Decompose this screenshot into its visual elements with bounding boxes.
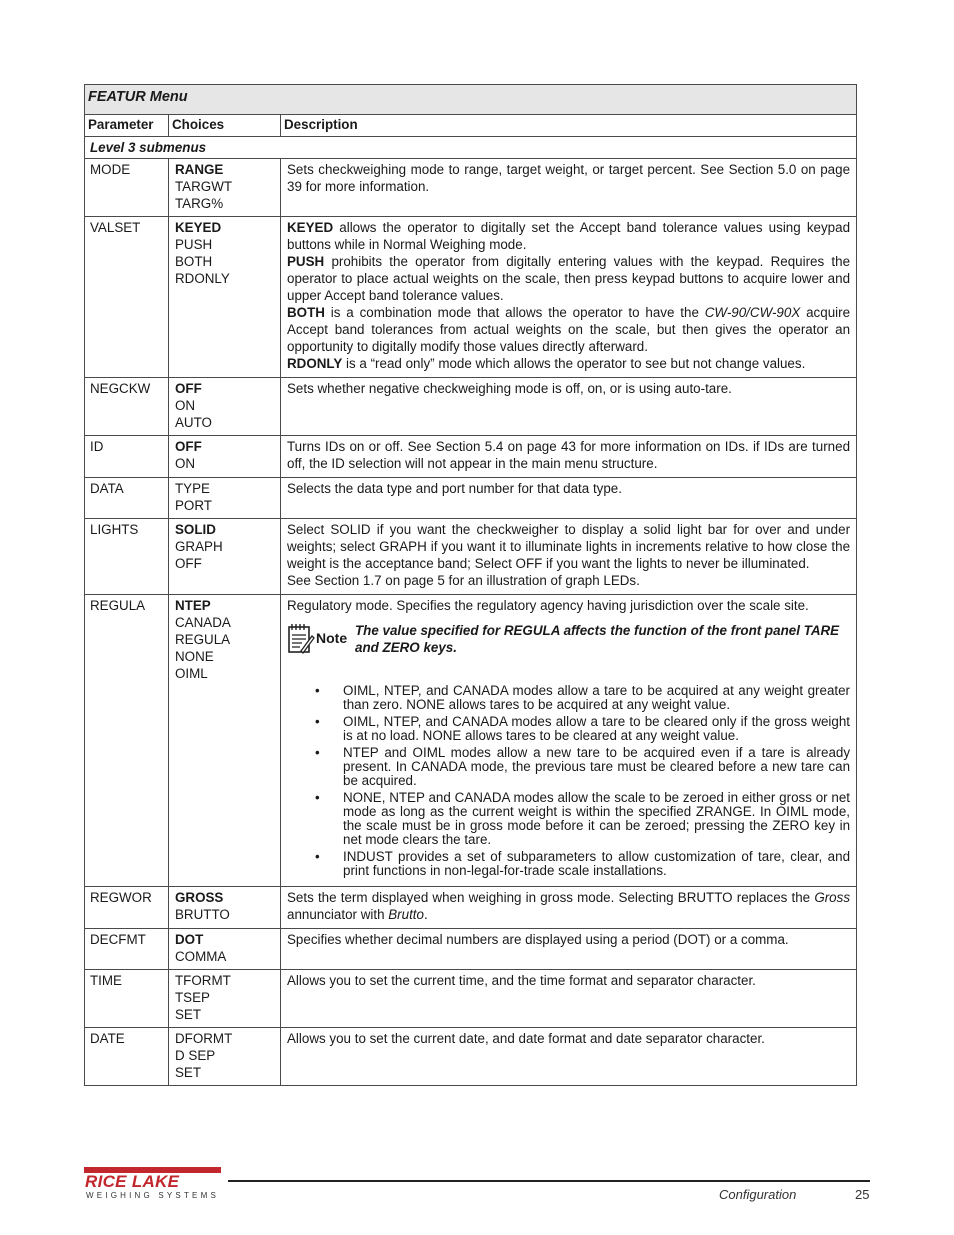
rice-lake-logo bbox=[84, 1167, 224, 1201]
desc-id: Turns IDs on or off. See Section 5.4 on page 43 for more information on IDs. if IDs are turned off, the ID selection will not appear in the main menu structure. bbox=[281, 436, 857, 478]
choice: OFF bbox=[175, 381, 202, 396]
featur-menu-table bbox=[84, 84, 857, 1086]
choice: DOT bbox=[175, 932, 204, 947]
header-description: Description bbox=[281, 115, 857, 137]
notepad-icon bbox=[287, 622, 315, 654]
choice: ON bbox=[175, 456, 196, 471]
param-decfmt: DECFMT bbox=[85, 929, 169, 970]
choices-lights bbox=[169, 519, 281, 595]
level-label: Level 3 submenus bbox=[85, 137, 857, 159]
table-row bbox=[85, 970, 857, 1028]
note-text: The value specified for REGULA affects the function of the front panel TARE and ZERO keys. bbox=[355, 623, 840, 655]
choice: SOLID bbox=[175, 522, 216, 537]
choices-regwor bbox=[169, 887, 281, 929]
desc-mode: Sets checkweighing mode to range, target weight, or target percent. See Section 5.0 on page 39 for more information. bbox=[281, 159, 857, 217]
choice: SET bbox=[175, 1007, 202, 1022]
choice: PUSH bbox=[175, 237, 213, 252]
note-callout bbox=[287, 622, 850, 656]
desc-data: Selects the data type and port number for that data type. bbox=[281, 478, 857, 519]
table-row bbox=[85, 595, 857, 887]
header-parameter: Parameter bbox=[85, 115, 169, 137]
page-number: 25 bbox=[855, 1187, 870, 1202]
choices-regula bbox=[169, 595, 281, 887]
choice: PORT bbox=[175, 498, 212, 513]
choice: GRAPH bbox=[175, 539, 223, 554]
choice: BRUTTO bbox=[175, 907, 230, 922]
list-item: • INDUST provides a set of subparameters to allow customization of tare, clear, and print functions in non-legal-for-trade scale installations. bbox=[287, 850, 850, 878]
param-time: TIME bbox=[85, 970, 169, 1028]
desc-regwor: Sets the term displayed when weighing in gross mode. Selecting BRUTTO replaces the Gross annunciator with Brutto. bbox=[281, 887, 857, 929]
choices-mode bbox=[169, 159, 281, 217]
choice: KEYED bbox=[175, 220, 222, 235]
table-row bbox=[85, 929, 857, 970]
desc-paragraph: Select SOLID if you want the checkweigher to display a solid light bar for over and under weights; select GRAPH if you want it to illuminate lights in increments relative to how close the weight is the acceptance band; Select OFF if you want the lights to never be illuminated. bbox=[287, 522, 851, 571]
choice: DFORMT bbox=[175, 1031, 233, 1046]
desc-date: Allows you to set the current date, and date format and date separator character. bbox=[281, 1028, 857, 1086]
table-row bbox=[85, 887, 857, 929]
table-row bbox=[85, 519, 857, 595]
choices-data bbox=[169, 478, 281, 519]
choices-negckw bbox=[169, 378, 281, 436]
table-title: FEATUR Menu bbox=[85, 85, 857, 115]
param-mode: MODE bbox=[85, 159, 169, 217]
bullet-list bbox=[287, 684, 850, 878]
param-negckw: NEGCKW bbox=[85, 378, 169, 436]
choice: COMMA bbox=[175, 949, 227, 964]
param-regula: REGULA bbox=[85, 595, 169, 887]
desc-time: Allows you to set the current time, and the time format and separator character. bbox=[281, 970, 857, 1028]
choice: NONE bbox=[175, 649, 214, 664]
logo-subtitle: WEIGHING SYSTEMS bbox=[86, 1191, 219, 1200]
choice: OIML bbox=[175, 666, 208, 681]
desc-paragraph: BOTH is a combination mode that allows the operator to have the CW-90/CW-90X acquire Accept band tolerances from actual weights on the scale, but then gives the operator an opportunity to digitally modify those values directly afterward. bbox=[287, 305, 851, 354]
param-regwor: REGWOR bbox=[85, 887, 169, 929]
choice: TYPE bbox=[175, 481, 210, 496]
desc-regula bbox=[281, 595, 857, 887]
list-item: • OIML, NTEP, and CANADA modes allow a tare to be acquired at any weight greater than zero. NONE allows tares to be acquired at any weight value. bbox=[287, 684, 850, 712]
param-data: DATA bbox=[85, 478, 169, 519]
param-lights: LIGHTS bbox=[85, 519, 169, 595]
choice: TSEP bbox=[175, 990, 210, 1005]
choice: NTEP bbox=[175, 598, 211, 613]
table-row bbox=[85, 478, 857, 519]
param-date: DATE bbox=[85, 1028, 169, 1086]
desc-paragraph: RDONLY is a “read only” mode which allows the operator to see but not change values. bbox=[287, 356, 806, 371]
list-item: • NTEP and OIML modes allow a new tare to be acquired even if a tare is already present. In CANADA mode, the previous tare must be cleared before a new tare can be acquired. bbox=[287, 746, 850, 788]
desc-paragraph: PUSH prohibits the operator from digitally entering values with the keypad. Requires the operator to place actual weights on the scale, then press keypad buttons to acquire lower and upper Accept band tolerance values. bbox=[287, 254, 851, 303]
choice: OFF bbox=[175, 439, 202, 454]
table-row bbox=[85, 159, 857, 217]
choice: ON bbox=[175, 398, 196, 413]
table-row bbox=[85, 378, 857, 436]
choice: REGULA bbox=[175, 632, 231, 647]
list-item: • OIML, NTEP, and CANADA modes allow a tare to be cleared only if the gross weight is at no load. NONE allows tares to be cleared at any weight value. bbox=[287, 715, 850, 743]
choice: SET bbox=[175, 1065, 202, 1080]
level-row bbox=[85, 137, 857, 159]
note-label: Note bbox=[316, 629, 348, 646]
table-row bbox=[85, 1028, 857, 1086]
header-choices: Choices bbox=[169, 115, 281, 137]
choices-decfmt bbox=[169, 929, 281, 970]
desc-negckw: Sets whether negative checkweighing mode is off, on, or is using auto-tare. bbox=[281, 378, 857, 436]
choice: TARG% bbox=[175, 196, 224, 211]
choice: D SEP bbox=[175, 1048, 216, 1063]
note-badge bbox=[287, 622, 355, 654]
footer-divider bbox=[228, 1180, 870, 1182]
param-valset: VALSET bbox=[85, 217, 169, 378]
desc-lights bbox=[281, 519, 857, 595]
choice: AUTO bbox=[175, 415, 212, 430]
choice: TFORMT bbox=[175, 973, 231, 988]
desc-valset bbox=[281, 217, 857, 378]
choices-date bbox=[169, 1028, 281, 1086]
choice: RANGE bbox=[175, 162, 224, 177]
desc-paragraph: KEYED allows the operator to digitally set the Accept band tolerance values using keypad buttons while in Normal Weighing mode. bbox=[287, 220, 851, 252]
choice: OFF bbox=[175, 556, 202, 571]
choice: GROSS bbox=[175, 890, 224, 905]
choice: BOTH bbox=[175, 254, 213, 269]
table-row bbox=[85, 217, 857, 378]
choices-id bbox=[169, 436, 281, 478]
choices-valset bbox=[169, 217, 281, 378]
logo-text: RICE LAKE bbox=[85, 1172, 180, 1191]
choice: CANADA bbox=[175, 615, 231, 630]
desc-decfmt: Specifies whether decimal numbers are displayed using a period (DOT) or a comma. bbox=[281, 929, 857, 970]
desc-paragraph: See Section 1.7 on page 5 for an illustration of graph LEDs. bbox=[287, 573, 640, 588]
table-title-row bbox=[85, 85, 857, 115]
choice: TARGWT bbox=[175, 179, 233, 194]
table-row bbox=[85, 436, 857, 478]
list-item: • NONE, NTEP and CANADA modes allow the scale to be zeroed in either gross or net mode as long as the current weight is within the specified ZRANGE. In OIML mode, the scale must be in gross mode before it can be zeroed; pressing the ZERO key in net mode clears the tare. bbox=[287, 791, 850, 847]
param-id: ID bbox=[85, 436, 169, 478]
choice: RDONLY bbox=[175, 271, 230, 286]
choices-time bbox=[169, 970, 281, 1028]
footer-section-title: Configuration bbox=[719, 1187, 797, 1202]
table-header-row bbox=[85, 115, 857, 137]
desc-paragraph: Regulatory mode. Specifies the regulatory agency having jurisdiction over the scale site. bbox=[287, 598, 809, 613]
